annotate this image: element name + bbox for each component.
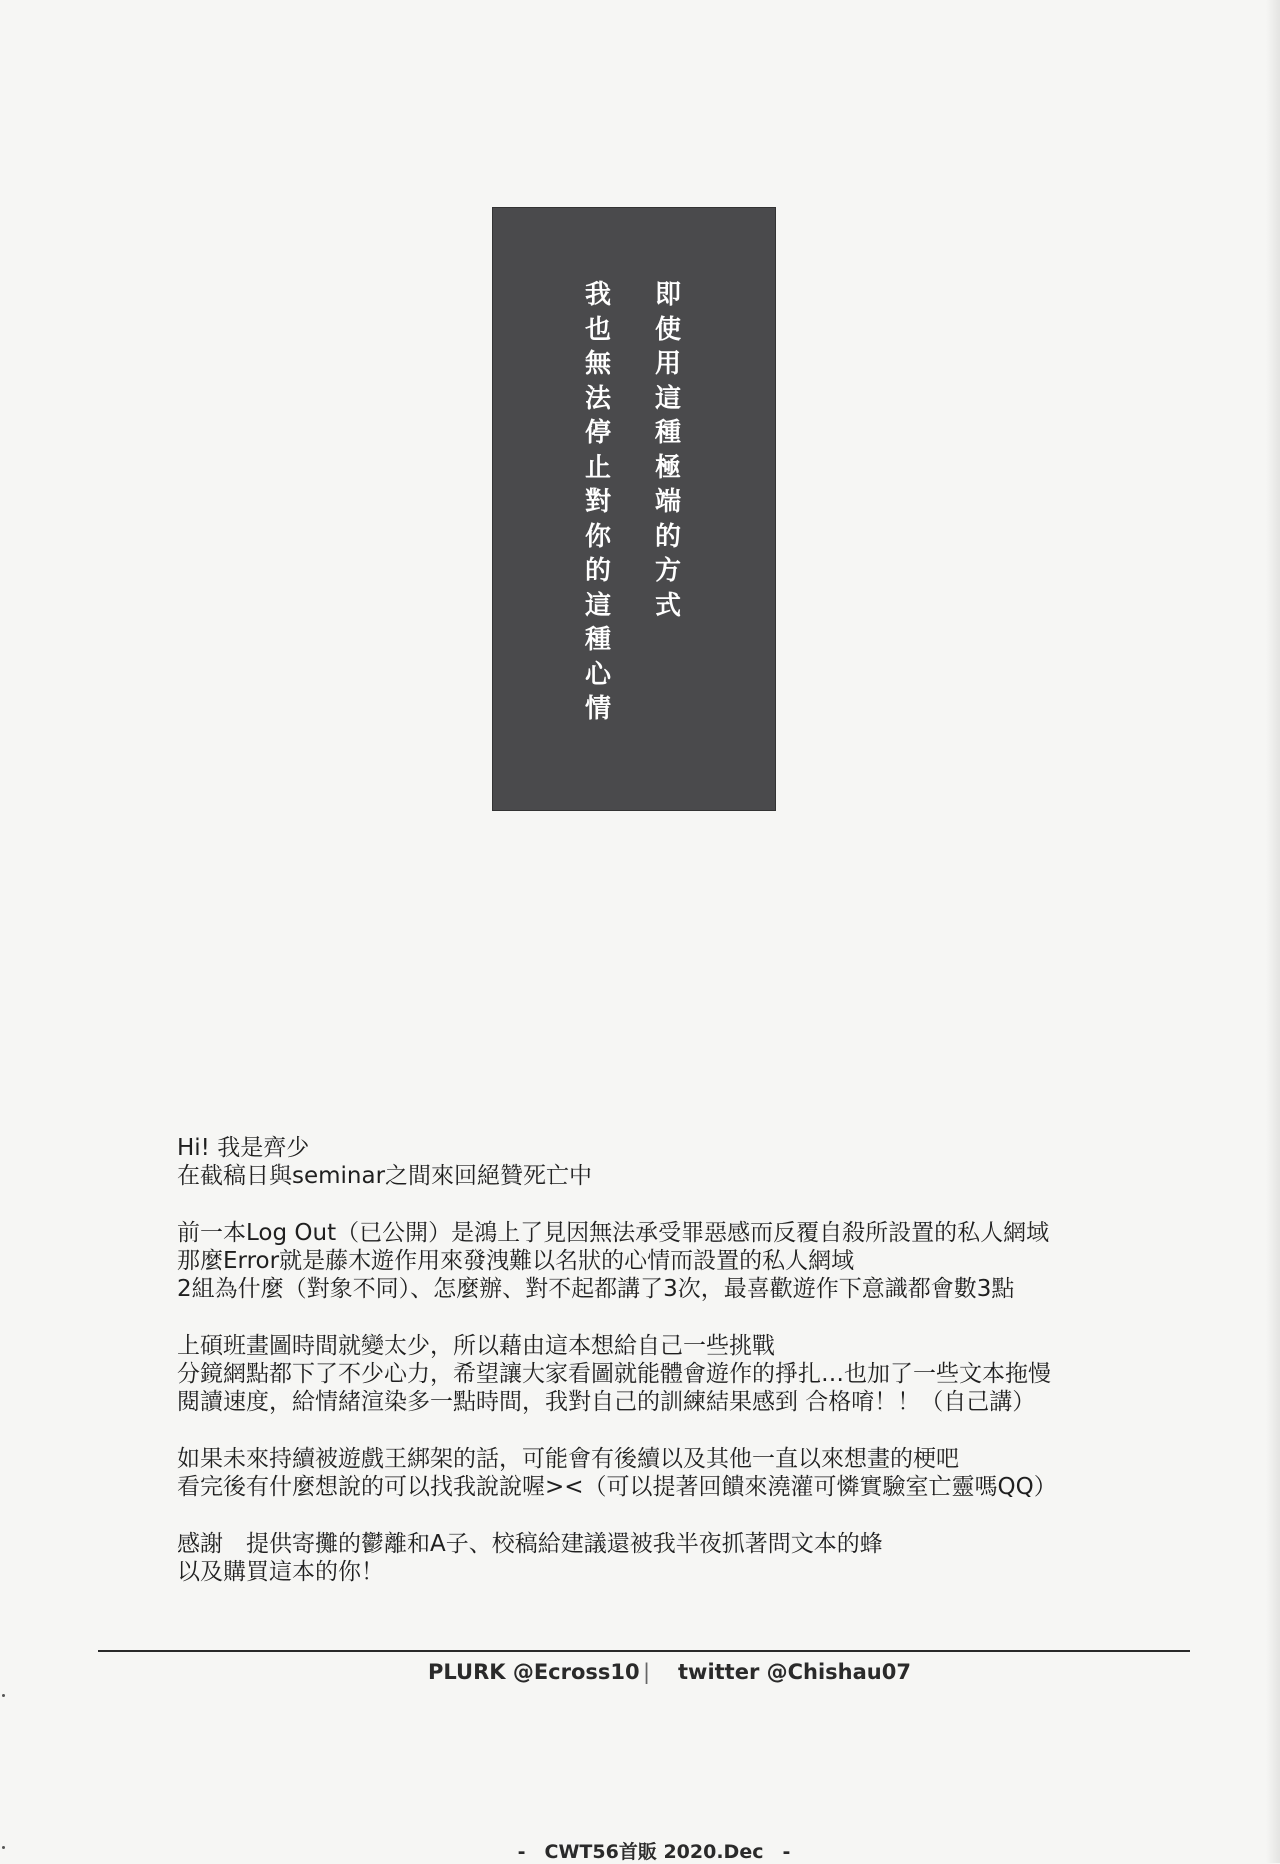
vertical-char: 使 [654,314,681,345]
note-paragraph [177,1445,1177,1501]
note-line: 上碩班畫圖時間就變太少，所以藉由這本想給自己一些挑戰 [177,1333,775,1359]
scan-speck [2,1694,5,1697]
note-line: 在截稿日與seminar之間來回絕贊死亡中 [177,1163,593,1189]
social-separator: | [643,1660,651,1684]
note-line: 分鏡網點都下了不少心力，希望讓大家看圖就能體會遊作的掙扎…也加了一些文本拖慢 [177,1361,1051,1387]
scan-speck [2,1846,5,1849]
note-line: 感謝 提供寄攤的鬱離和A子、校稿給建議還被我半夜抓著問文本的蜂 [177,1531,883,1557]
event-footer: - CWT56首販 2020.Dec - [517,1841,791,1863]
note-paragraph [177,1219,1177,1303]
vertical-char: 種 [584,625,611,655]
note-line: Hi! 我是齊少 [177,1135,310,1161]
note-line: 2組為什麼（對象不同）、怎麼辦、對不起都講了3次，最喜歡遊作下意識都會數3點 [177,1276,1015,1302]
vertical-char: 無 [584,349,611,379]
twitter-handle: twitter @Chishau07 [678,1660,911,1684]
vertical-char: 止 [584,452,611,483]
note-line: 看完後有什麼想說的可以找我說說喔><（可以提著回饋來澆灌可憐實驗室亡靈嗎QQ） [177,1474,1057,1500]
vertical-char: 這 [584,590,611,621]
vertical-char: 法 [584,383,611,414]
vertical-char: 你 [584,521,611,552]
vertical-text-line-1 [651,278,685,623]
vertical-char: 也 [584,314,611,345]
note-line: 如果未來持續被遊戲王綁架的話，可能會有後續以及其他一直以來想畫的梗吧 [177,1446,959,1472]
plurk-handle: PLURK @Ecross10 [428,1660,640,1684]
vertical-char: 停 [584,418,611,448]
vertical-char: 種 [654,418,681,448]
vertical-char: 的 [584,556,611,586]
quote-panel [492,207,776,811]
vertical-char: 用 [654,349,681,379]
note-line: 閱讀速度，給情緒渲染多一點時間，我對自己的訓練結果感到 合格唷！！（自己講） [177,1389,1036,1415]
vertical-char: 端 [654,487,681,517]
vertical-char: 即 [654,280,681,310]
note-line: 那麼Error就是藤木遊作用來發洩難以名狀的心情而設置的私人網域 [177,1248,855,1274]
note-paragraph [177,1134,1177,1190]
page-edge [1266,0,1280,1863]
afterword-notes [177,1134,1177,1615]
social-links [0,1660,1280,1688]
note-paragraph [177,1332,1177,1416]
vertical-char: 心 [584,659,611,690]
note-line: 前一本Log Out（已公開）是鴻上了見因無法承受罪惡感而反覆自殺所設置的私人網域 [177,1220,1050,1246]
divider-line [98,1650,1190,1652]
note-line: 以及購買這本的你！ [177,1559,384,1585]
vertical-char: 方 [654,556,681,586]
vertical-char: 我 [584,280,611,310]
vertical-char: 極 [654,452,681,483]
vertical-char: 情 [584,694,611,724]
vertical-char: 對 [584,487,611,517]
vertical-char: 這 [654,383,681,414]
vertical-text-line-2 [581,278,615,727]
vertical-char: 式 [654,590,681,621]
note-paragraph [177,1530,1177,1586]
vertical-char: 的 [654,521,681,552]
